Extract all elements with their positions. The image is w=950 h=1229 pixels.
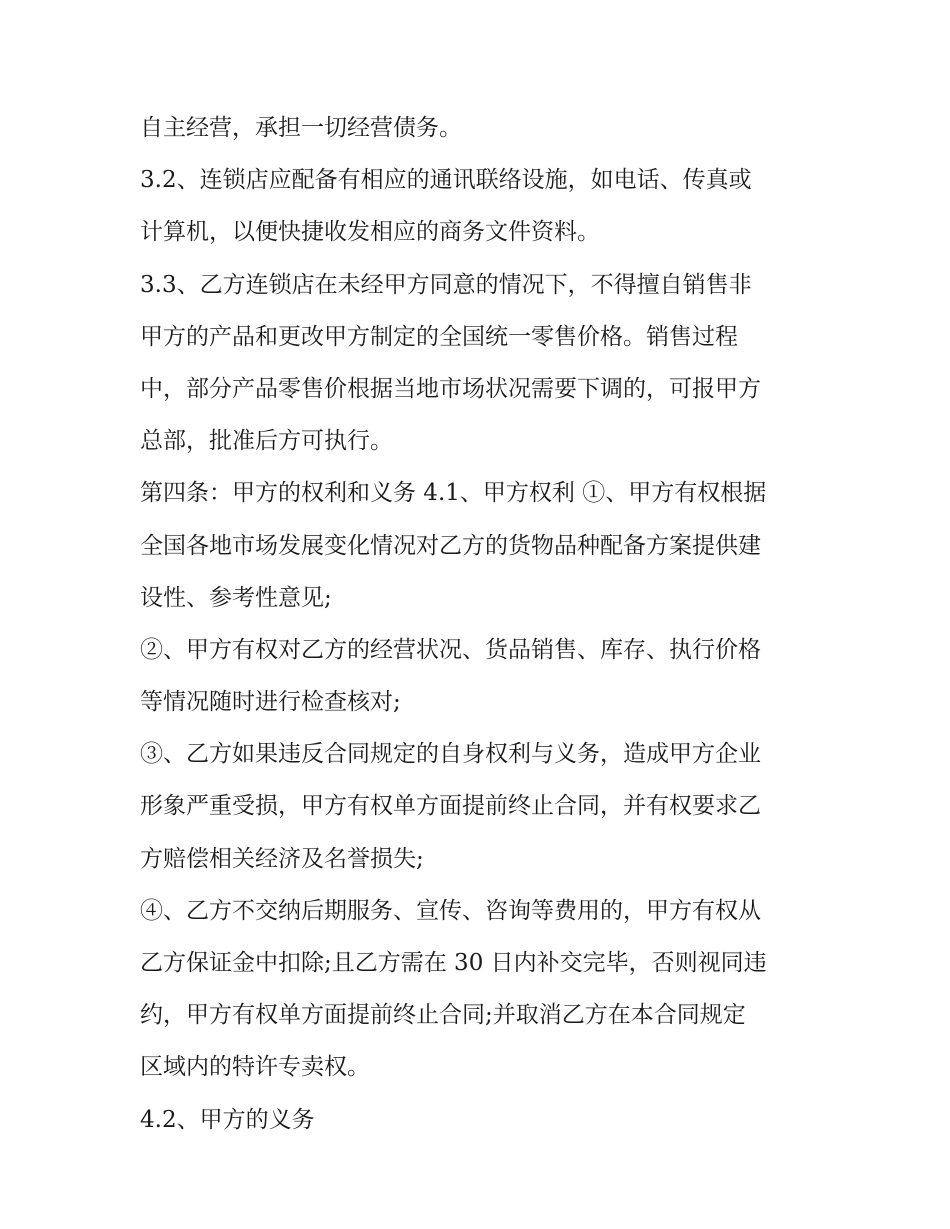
text-line: 计算机，以便快捷收发相应的商务文件资料。: [140, 219, 600, 246]
text-line: 中，部分产品零售价根据当地市场状况需要下调的，可报甲方: [140, 375, 761, 402]
text-line: 等情况随时进行检查核对;: [140, 689, 401, 716]
text-line: 形象严重受损，甲方有权单方面提前终止合同，并有权要求乙: [140, 793, 761, 820]
text-line: 总部，批准后方可执行。: [140, 428, 393, 455]
text-line: 区域内的特许专卖权。: [140, 1054, 370, 1081]
text-line: 3.2、连锁店应配备有相应的通讯联络设施，如电话、传真或: [140, 167, 752, 194]
document-body: [140, 102, 820, 1146]
text-line: ②、甲方有权对乙方的经营状况、货品销售、库存、执行价格: [140, 636, 761, 663]
text-line: 甲方的产品和更改甲方制定的全国统一零售价格。销售过程: [140, 323, 738, 350]
text-line: 4.2、甲方的义务: [140, 1106, 315, 1133]
text-line: ④、乙方不交纳后期服务、宣传、咨询等费用的，甲方有权从: [140, 897, 761, 924]
text-line: 第四条：甲方的权利和义务 4.1、甲方权利 ①、甲方有权根据: [140, 480, 767, 507]
text-line: ③、乙方如果违反合同规定的自身权利与义务，造成甲方企业: [140, 741, 761, 768]
text-line: 自主经营，承担一切经营债务。: [140, 115, 462, 141]
text-line: 约，甲方有权单方面提前终止合同;并取消乙方在本合同规定: [140, 1002, 746, 1029]
text-line: 设性、参考性意见;: [140, 584, 332, 611]
text-line: 方赔偿相关经济及名誉损失;: [140, 845, 424, 872]
text-line: 全国各地市场发展变化情况对乙方的货物品种配备方案提供建: [140, 532, 761, 559]
text-line: 乙方保证金中扣除;且乙方需在 30 日内补交完毕，否则视同违: [140, 950, 767, 976]
text-line: 3.3、乙方连锁店在未经甲方同意的情况下，不得擅自销售非: [140, 271, 752, 298]
